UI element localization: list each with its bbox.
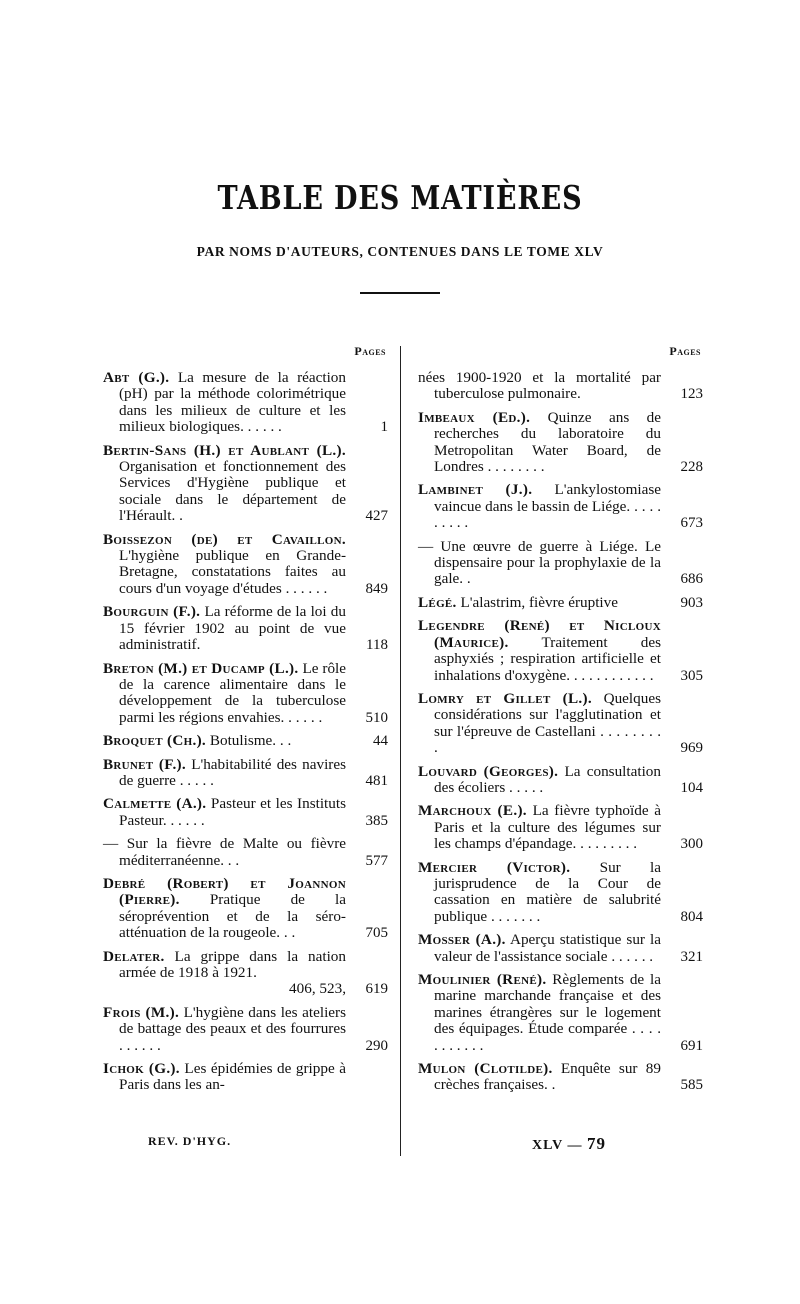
entry-text — [418, 618, 703, 684]
index-entry — [418, 410, 703, 476]
index-entry — [103, 757, 388, 790]
index-entry — [103, 661, 388, 727]
entry-text — [418, 803, 703, 852]
index-entry — [103, 733, 388, 749]
column-divider — [400, 346, 401, 1156]
entry-author: Calmette (A.). — [103, 795, 207, 813]
entry-page-number: 705 — [365, 925, 388, 942]
entry-text — [103, 836, 388, 869]
entry-author: Delater. — [103, 947, 165, 965]
entry-author: Ichok (G.). — [103, 1060, 180, 1078]
entry-title: nées 1900-1920 et la mortalité par tuberculose pulmonaire. — [418, 369, 661, 403]
entry-text — [103, 949, 388, 982]
entry-text — [418, 1061, 703, 1094]
index-entry — [418, 1061, 703, 1094]
index-entry — [418, 764, 703, 797]
entry-page-number: 903 — [680, 594, 703, 611]
entry-author: Debré (Robert) et Joannon (Pierre). — [103, 874, 346, 909]
entry-page-number: 228 — [680, 459, 703, 476]
entry-page-number: 123 — [680, 386, 703, 403]
entry-extra-pages: 406, 523, — [289, 980, 346, 998]
index-entry — [103, 532, 388, 598]
entry-author: Frois (M.). — [103, 1003, 180, 1021]
index-entry — [103, 949, 388, 998]
entry-title: Quinze ans de recherches du laboratoire du Metropolitan Water Board, de Londres . . . . . . . . — [434, 408, 662, 476]
entry-text — [418, 482, 703, 531]
entry-title: Aperçu statistique sur la valeur de l'assistance sociale . . . . . . — [434, 931, 662, 965]
entry-page-number: 577 — [365, 852, 388, 869]
entry-text — [103, 661, 388, 727]
entry-author: Mulon (Clotilde). — [418, 1060, 553, 1078]
entry-page-number: 691 — [680, 1037, 703, 1054]
entry-author: Moulinier (René). — [418, 971, 547, 988]
entry-title: L'habitabilité des navires de guerre . . . . . — [119, 755, 347, 789]
entry-page-number: 321 — [680, 948, 703, 965]
entry-page-number: 510 — [365, 709, 388, 726]
entry-text — [103, 876, 388, 942]
entry-text — [103, 796, 388, 829]
left-column — [103, 344, 388, 1101]
entry-text — [418, 410, 703, 476]
entry-author: Louvard (Georges). — [418, 762, 559, 780]
entry-page-number: 290 — [365, 1037, 388, 1054]
entry-author: Brunet (F.). — [103, 755, 187, 773]
entry-page-number: 118 — [366, 637, 388, 654]
index-entry — [418, 932, 703, 965]
entry-author: Breton (M.) et Ducamp (L.). — [103, 659, 299, 677]
entry-text — [103, 1005, 388, 1054]
entry-author: Boissezon (de) et Cavaillon. — [103, 530, 346, 548]
entry-text — [418, 370, 703, 403]
entry-text — [418, 764, 703, 797]
entry-page-number: 804 — [680, 908, 703, 925]
entry-text — [103, 757, 388, 790]
index-entry — [103, 604, 388, 653]
page-subtitle: PAR NOMS D'AUTEURS, CONTENUES DANS LE TOME XLV — [196, 244, 604, 259]
entry-page-number: 969 — [680, 740, 703, 757]
index-entry — [103, 1005, 388, 1054]
index-entry — [103, 836, 388, 869]
entry-title: L'hygiène dans les ateliers de battage des peaux et des fourrures . . . . . . — [119, 1003, 346, 1054]
entry-page-number: 619 — [365, 981, 388, 998]
entry-title: La grippe dans la nation armée de 1918 à 1921. — [119, 947, 346, 981]
footer-folio: 79 — [587, 1134, 607, 1153]
entry-title: Pratique de la séroprévention et de la séro-atténuation de la rougeole. . . — [119, 891, 346, 942]
entry-text — [418, 860, 703, 926]
index-entry — [418, 860, 703, 926]
index-entry — [418, 370, 703, 403]
index-entry — [103, 370, 388, 436]
entry-title: — Sur la fièvre de Malte ou fièvre méditerranéenne. . . — [103, 835, 346, 869]
entry-title: Traitement des asphyxiés ; respiration artificielle et inhalations d'oxygène. . . . . . . . . . . . — [434, 633, 661, 684]
index-entry — [418, 691, 703, 757]
entry-page-number: 305 — [680, 667, 703, 684]
left-entries-list — [103, 370, 388, 1094]
page-title: TABLE DES MATIÈRES — [217, 178, 583, 217]
entry-text — [103, 532, 388, 598]
entry-page-number: 44 — [373, 733, 388, 750]
pages-header-right: Pages — [669, 344, 701, 358]
entry-title: L'ankylostomiase vaincue dans le bassin de Liége. . . . . . . . . . — [434, 481, 661, 532]
footer-journal: REV. D'HYG. — [148, 1134, 232, 1148]
entry-text — [103, 370, 388, 436]
entry-title: Sur la jurisprudence de la Cour de cassation en matière de salubrité publique . . . . . . . — [434, 858, 662, 925]
entry-title: L'alastrim, fièvre éruptive — [456, 593, 618, 611]
pages-header-left: Pages — [354, 344, 386, 358]
entry-page-number: 585 — [680, 1077, 703, 1094]
entry-text — [418, 595, 703, 611]
index-entry — [418, 482, 703, 531]
index-entry — [418, 595, 703, 611]
entry-title: La mesure de la réaction (pH) par la méthode colorimétrique dans les milieux de culture et les milieux biologiques. . . . . . — [119, 369, 346, 436]
entry-page-number: 686 — [680, 571, 703, 588]
index-entry — [418, 803, 703, 852]
entry-text — [103, 604, 388, 653]
entry-page-number: 481 — [365, 772, 388, 789]
entry-title: Les épidémies de grippe à Paris dans les an- — [119, 1060, 346, 1094]
entry-text — [103, 733, 388, 749]
entry-title: Le rôle de la carence alimentaire dans le développement de la tuberculose parmi les régions envahies. . . . . . — [119, 659, 346, 726]
right-column — [418, 344, 703, 1101]
footer-signature — [532, 1134, 606, 1154]
entry-title: Organisation et fonctionnement des Services d'Hygiène publique et sociale dans le département de l'Hérault. . — [119, 458, 346, 525]
entry-text — [418, 691, 703, 757]
entry-title: La fièvre typhoïde à Paris et la culture des légumes sur les champs d'épandage. . . . . . . . . — [434, 802, 661, 853]
entry-author: Legendre (René) et Nicloux (Maurice). — [418, 617, 661, 651]
entry-author: Lomry et Gillet (L.). — [418, 689, 592, 707]
entry-page-number: 385 — [365, 812, 388, 829]
entry-page-number: 300 — [680, 836, 703, 853]
entry-page-number: 104 — [680, 779, 703, 796]
index-entry — [418, 618, 703, 684]
entry-title: La consultation des écoliers . . . . . — [434, 762, 661, 796]
entry-author: Marchoux (E.). — [418, 802, 527, 820]
entry-author: Légé. — [418, 593, 457, 611]
index-entry — [103, 876, 388, 942]
entry-title: L'hygiène publique en Grande-Bretagne, constatations faites au cours d'un voyage d'études . . . . . . — [119, 547, 346, 597]
entry-title: Règlements de la marine marchande française et des marines étrangères sur le logement des équipages. Étude comparée . . . . . . . . . . . — [434, 971, 661, 1054]
entry-title: Enquête sur 89 crèches françaises. . — [434, 1060, 661, 1094]
entry-author: Bertin-Sans (H.) et Aublant (L.). — [103, 441, 346, 459]
entry-text — [418, 932, 703, 965]
entry-text — [103, 1061, 388, 1094]
entry-author: Broquet (Ch.). — [103, 732, 207, 750]
index-entry — [418, 539, 703, 588]
entry-title: Botulisme. . . — [206, 732, 292, 750]
index-entry — [103, 443, 388, 525]
entry-author: Mercier (Victor). — [418, 858, 571, 876]
entry-page-number: 849 — [365, 580, 388, 597]
entry-author: Imbeaux (Ed.). — [418, 408, 531, 426]
right-entries-list — [418, 370, 703, 1094]
entry-page-number: 427 — [365, 508, 388, 525]
footer-volume: XLV — — [532, 1138, 583, 1153]
entry-text — [418, 539, 703, 588]
entry-page-number: 673 — [680, 515, 703, 532]
index-entry — [103, 1061, 388, 1094]
entry-page-number: 1 — [380, 419, 388, 436]
entry-text — [418, 972, 703, 1054]
entry-author: Bourguin (F.). — [103, 603, 201, 621]
index-entry — [103, 796, 388, 829]
entry-text — [103, 443, 388, 525]
entry-title: La réforme de la loi du 15 février 1902 au point de vue administratif. — [119, 603, 346, 654]
entry-title: Quelques considérations sur l'agglutination et sur l'épreuve de Castellani . . . . . . . . . — [434, 689, 661, 757]
entry-title: Pasteur et les Instituts Pasteur. . . . . . — [119, 795, 346, 829]
entry-author: Abt (G.). — [103, 369, 170, 386]
entry-title: — Une œuvre de guerre à Liége. Le dispensaire pour la prophylaxie de la gale. . — [418, 537, 661, 588]
entry-author: Lambinet (J.). — [418, 481, 533, 499]
entry-author: Mosser (A.). — [418, 931, 506, 949]
title-rule — [360, 292, 440, 294]
index-entry — [418, 972, 703, 1054]
